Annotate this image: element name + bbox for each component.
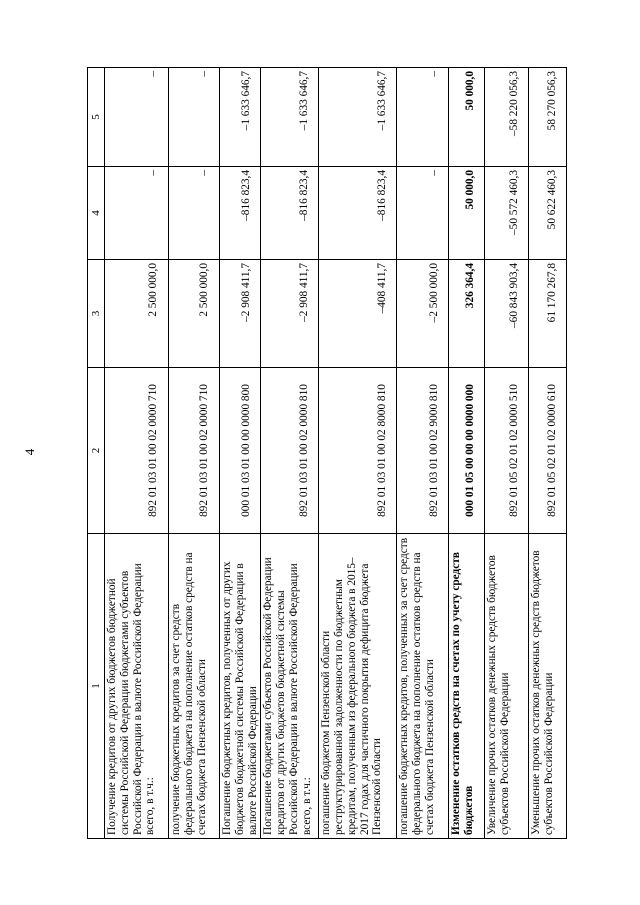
row-value-col4: – xyxy=(397,167,449,260)
row-value-col3: –2 908 411,7 xyxy=(261,260,319,368)
row-name: Увеличение прочих остатков денежных средств бюджетов субъектов Российской Федерации xyxy=(485,534,529,839)
row-code: 000 01 05 00 00 00 0000 000 xyxy=(449,368,485,534)
row-value-col5: –1 633 646,7 xyxy=(319,68,397,167)
row-code: 892 01 03 01 00 02 0000 710 xyxy=(169,368,220,534)
row-value-col4: – xyxy=(169,167,220,260)
table-row xyxy=(169,68,220,839)
row-value-col3: –2 500 000,0 xyxy=(397,260,449,368)
row-name: получение бюджетных кредитов за счет средств федерального бюджета на пополнение остатков средств на счетах бюджета Пензенской области xyxy=(169,534,220,839)
row-value-col4: –816 823,4 xyxy=(261,167,319,260)
table-row xyxy=(449,68,485,839)
row-code: 892 01 03 01 00 02 9000 810 xyxy=(397,368,449,534)
table-row xyxy=(319,68,397,839)
row-code: 892 01 03 01 00 02 0000 810 xyxy=(261,368,319,534)
row-value-col5: – xyxy=(105,68,169,167)
row-value-col4: – xyxy=(105,167,169,260)
row-name: Уменьшение прочих остатков денежных средств бюджетов субъектов Российской Федерации xyxy=(529,534,567,839)
row-value-col5: –1 633 646,7 xyxy=(220,68,261,167)
row-value-col3: 61 170 267,8 xyxy=(529,260,567,368)
row-name: Получение кредитов от других бюджетов бюджетной системы Российской Федерации бюджетами субъектов Российской Федерации в валюте Российской Федерации всего, в т.ч.: xyxy=(105,534,169,839)
row-value-col4: 50 622 460,3 xyxy=(529,167,567,260)
row-value-col5: 58 270 056,3 xyxy=(529,68,567,167)
row-value-col4: –50 572 460,3 xyxy=(485,167,529,260)
column-header: 4 xyxy=(88,167,105,260)
row-name: Погашение бюджетами субъектов Российской Федерации кредитов от других бюджетов бюджетной системы Российской Федерации в валюте Российской Федерации всего, в т.ч.: xyxy=(261,534,319,839)
row-name: Погашение бюджетных кредитов, полученных от других бюджетов бюджетной системы Российской Федерации в валюте Российской Федерации xyxy=(220,534,261,839)
row-value-col3: –2 908 411,7 xyxy=(220,260,261,368)
row-value-col5: –1 633 646,7 xyxy=(261,68,319,167)
table-row xyxy=(397,68,449,839)
row-value-col4: 50 000,0 xyxy=(449,167,485,260)
table-row xyxy=(485,68,529,839)
table-row xyxy=(529,68,567,839)
column-header: 3 xyxy=(88,260,105,368)
row-value-col3: –408 411,7 xyxy=(319,260,397,368)
row-name: погашение бюджетных кредитов, полученных за счет средств федерального бюджета на пополнение остатков средств на счетах бюджета Пензенской области xyxy=(397,534,449,839)
budget-sources-table xyxy=(87,67,567,839)
table-header-row xyxy=(88,68,105,839)
row-name: погашение бюджетом Пензенской области реструктурированной задолженности по бюджетным кредитам, полученным из федерального бюджета в 2015–2017 годах для частичного покрытия дефицита бюджета Пензенской области xyxy=(319,534,397,839)
row-code: 892 01 03 01 00 02 8000 810 xyxy=(319,368,397,534)
page-number: 4 xyxy=(22,448,37,456)
row-value-col4: –816 823,4 xyxy=(220,167,261,260)
row-code: 892 01 03 01 00 02 0000 710 xyxy=(105,368,169,534)
row-value-col3: 2 500 000,0 xyxy=(105,260,169,368)
row-code: 892 01 05 02 01 02 0000 610 xyxy=(529,368,567,534)
row-code: 892 01 05 02 01 02 0000 510 xyxy=(485,368,529,534)
table-row xyxy=(261,68,319,839)
table-container xyxy=(87,68,558,839)
column-header: 1 xyxy=(88,534,105,839)
column-header: 2 xyxy=(88,368,105,534)
row-name: Изменение остатков средств на счетах по учету средств бюджетов xyxy=(449,534,485,839)
row-value-col4: –816 823,4 xyxy=(319,167,397,260)
row-value-col3: 2 500 000,0 xyxy=(169,260,220,368)
row-code: 000 01 03 01 00 00 0000 800 xyxy=(220,368,261,534)
row-value-col5: 50 000,0 xyxy=(449,68,485,167)
row-value-col5: –58 220 056,3 xyxy=(485,68,529,167)
column-header: 5 xyxy=(88,68,105,167)
row-value-col5: – xyxy=(397,68,449,167)
rotated-table-frame xyxy=(87,68,558,839)
table-row xyxy=(105,68,169,839)
row-value-col5: – xyxy=(169,68,220,167)
row-value-col3: 326 364,4 xyxy=(449,260,485,368)
table-row xyxy=(220,68,261,839)
row-value-col3: –60 843 903,4 xyxy=(485,260,529,368)
